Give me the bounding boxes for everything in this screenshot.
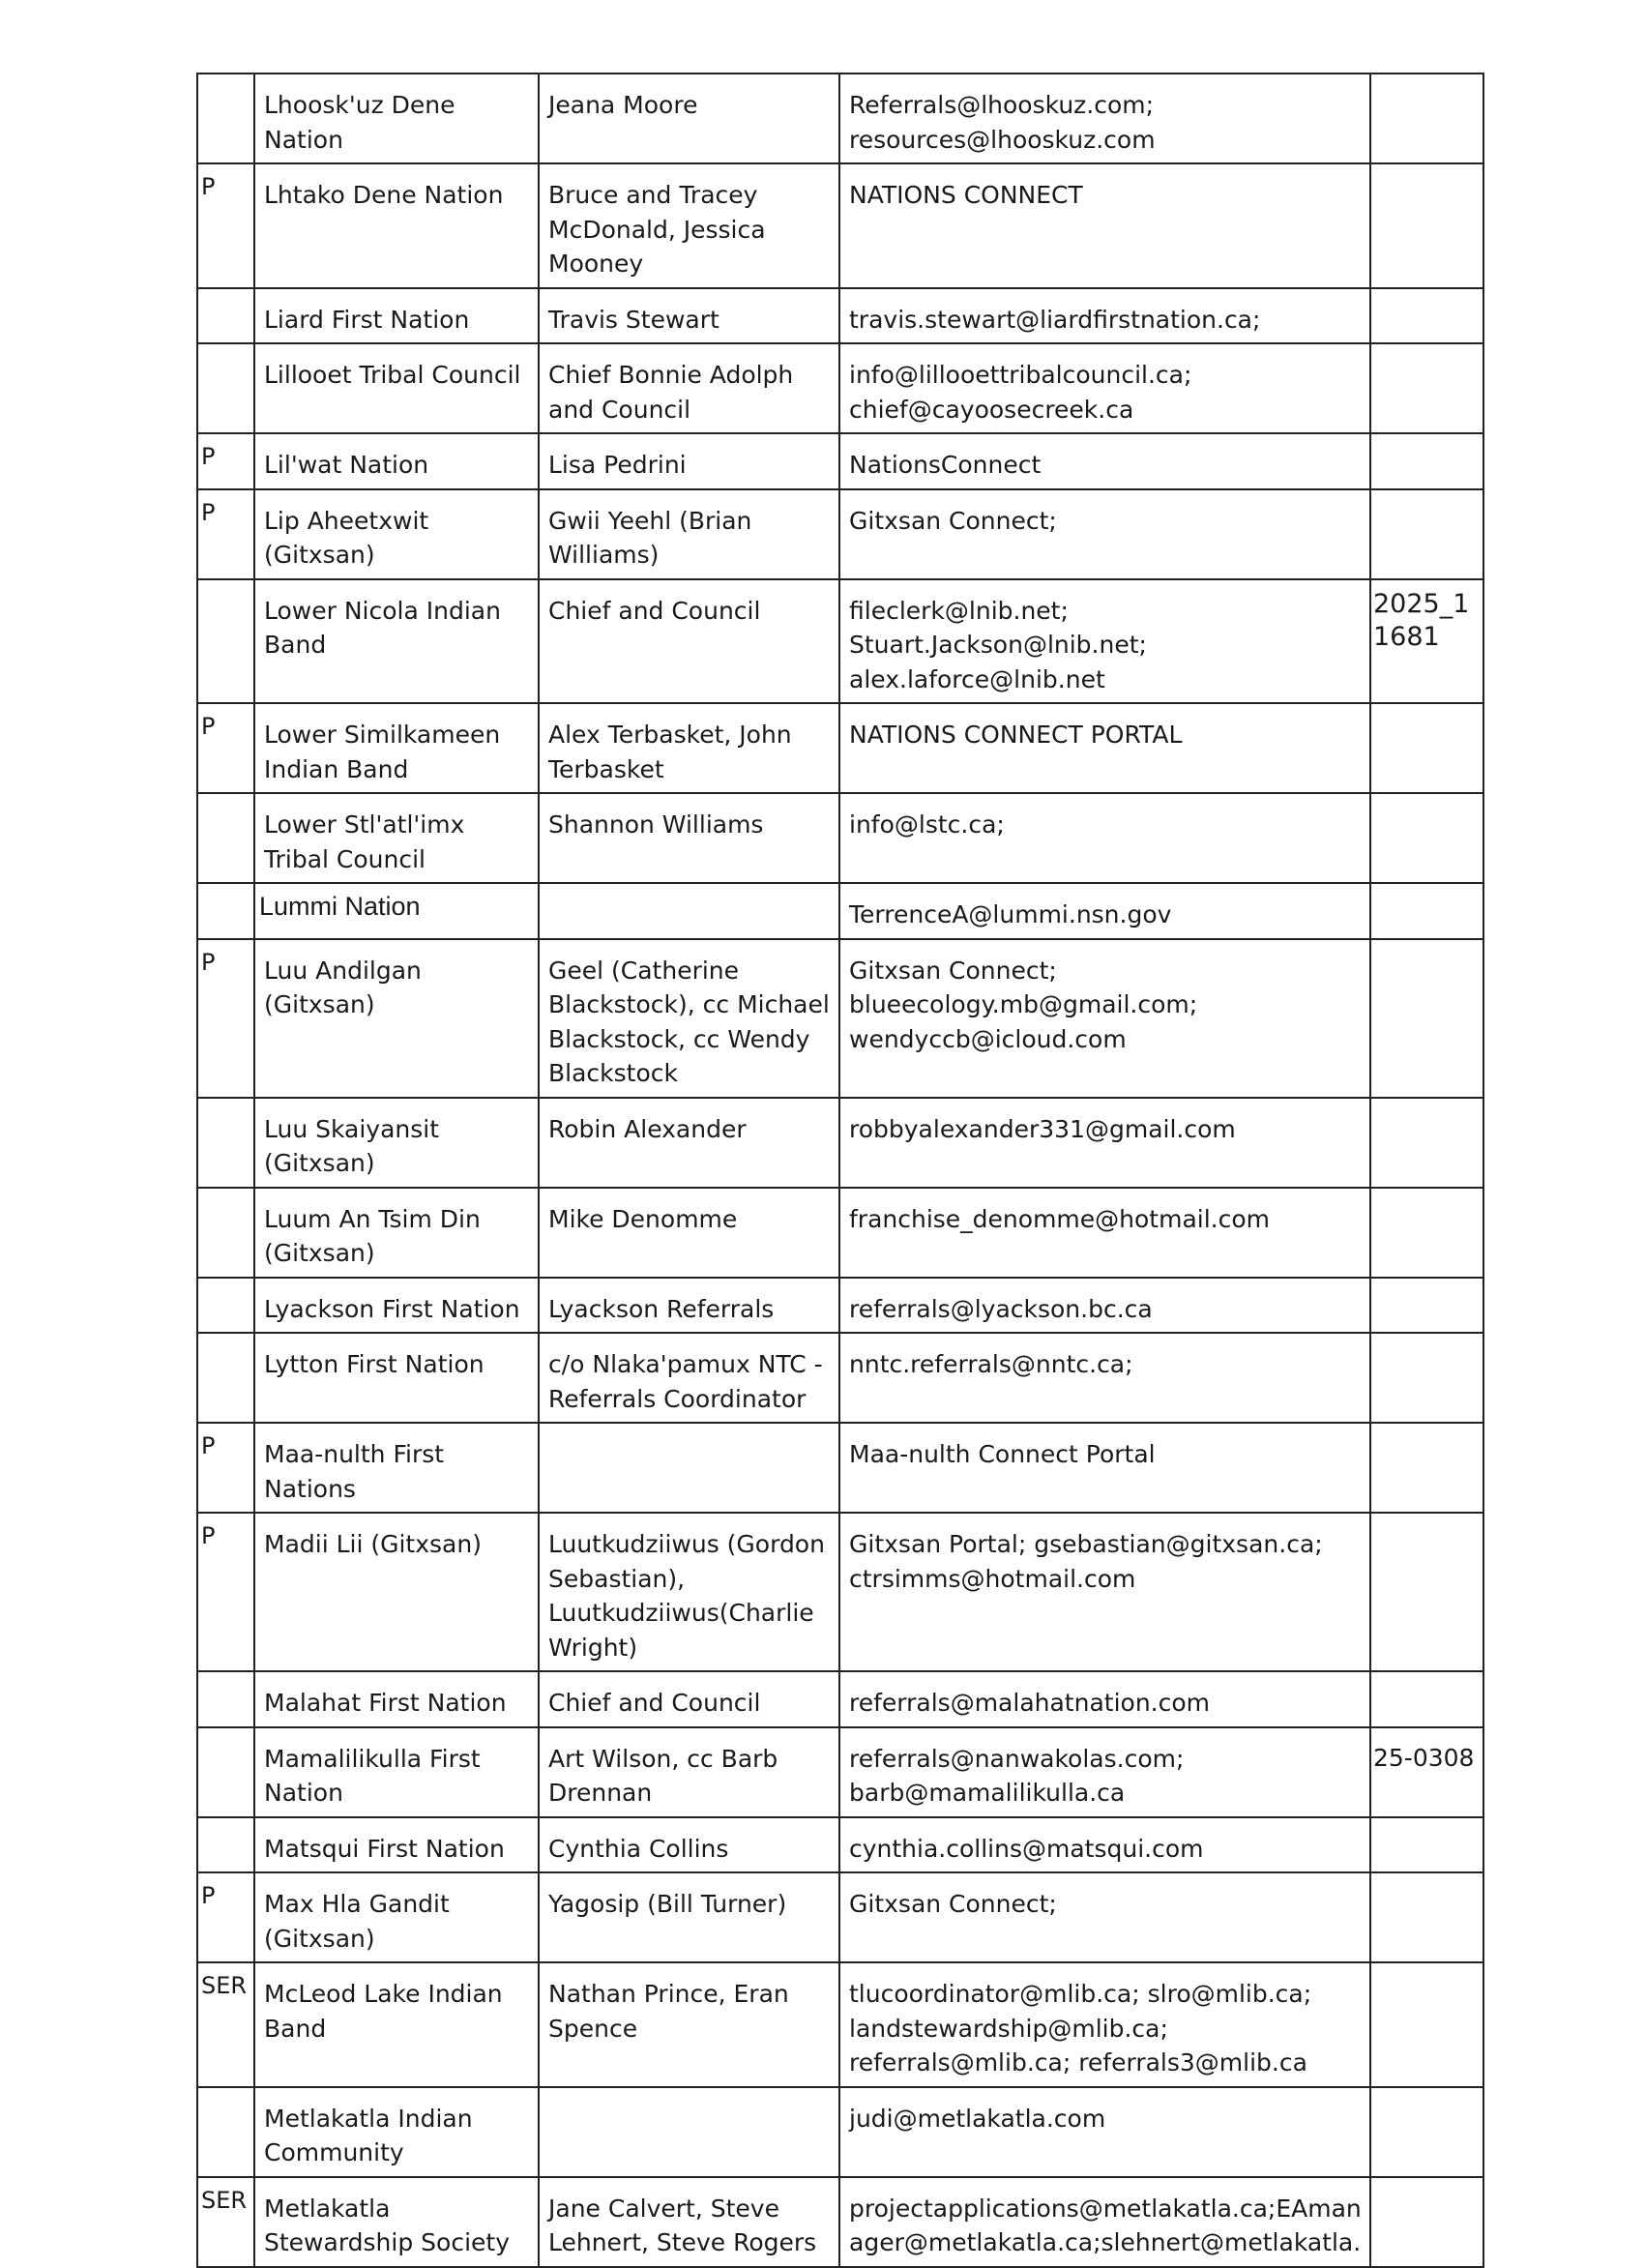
contact-cell [539,2087,839,2177]
nation-cell: Lower Nicola Indian Band [254,579,539,704]
flag-cell [197,579,254,704]
email-cell: referrals@lyackson.bc.ca [839,1278,1370,1334]
contact-cell: Luutkudziiwus (Gordon Sebastian), Luutkudziiwus(Charlie Wright) [539,1513,839,1671]
flag-cell [197,1333,254,1423]
nation-cell: Metlakatla Indian Community [254,2087,539,2177]
reference-cell [1370,1817,1483,1873]
flag-cell: P [197,433,254,489]
reference-cell [1370,793,1483,883]
nation-cell: Luu Skaiyansit (Gitxsan) [254,1098,539,1188]
flag-cell: SER [197,2177,254,2267]
email-cell: referrals@malahatnation.com [839,1671,1370,1727]
table-row [197,1278,1483,1334]
contact-cell: Jeana Moore [539,74,839,163]
table-row [197,1727,1483,1817]
flag-cell [197,1278,254,1334]
contact-cell: Nathan Prince, Eran Spence [539,1962,839,2087]
email-cell: cynthia.collins@matsqui.com [839,1817,1370,1873]
email-cell: travis.stewart@liardfirstnation.ca; [839,288,1370,344]
contact-cell [539,1423,839,1513]
contact-cell: Robin Alexander [539,1098,839,1188]
email-cell: Gitxsan Connect; blueecology.mb@gmail.com; wendyccb@icloud.com [839,939,1370,1098]
contact-cell: Yagosip (Bill Turner) [539,1872,839,1962]
table-row [197,1513,1483,1671]
reference-cell [1370,883,1483,939]
reference-cell [1370,1278,1483,1334]
flag-cell: P [197,703,254,793]
flag-cell: P [197,939,254,1098]
contact-cell: Cynthia Collins [539,1817,839,1873]
nation-cell: Lhtako Dene Nation [254,163,539,288]
table-row [197,883,1483,939]
nation-cell: Malahat First Nation [254,1671,539,1727]
flag-cell [197,2087,254,2177]
reference-cell [1370,343,1483,433]
flag-cell: P [197,1423,254,1513]
table-row [197,939,1483,1098]
nation-cell: Liard First Nation [254,288,539,344]
contact-cell: Art Wilson, cc Barb Drennan [539,1727,839,1817]
contact-cell: Chief and Council [539,1671,839,1727]
flag-cell [197,1817,254,1873]
reference-cell [1370,163,1483,288]
reference-cell [1370,2177,1483,2267]
contact-cell: Gwii Yeehl (Brian Williams) [539,489,839,579]
flag-cell: P [197,163,254,288]
nation-cell: Maa-nulth First Nations [254,1423,539,1513]
flag-cell [197,1671,254,1727]
contact-cell: Lisa Pedrini [539,433,839,489]
email-cell: fileclerk@lnib.net; Stuart.Jackson@lnib.net; alex.laforce@lnib.net [839,579,1370,704]
email-cell: Gitxsan Portal; gsebastian@gitxsan.ca; ctrsimms@hotmail.com [839,1513,1370,1671]
flag-cell [197,74,254,163]
nation-cell: McLeod Lake Indian Band [254,1962,539,2087]
nation-cell: Lyackson First Nation [254,1278,539,1334]
reference-cell [1370,1671,1483,1727]
reference-cell [1370,1188,1483,1278]
email-cell: info@lillooettribalcouncil.ca; chief@cayoosecreek.ca [839,343,1370,433]
contact-cell: Geel (Catherine Blackstock), cc Michael Blackstock, cc Wendy Blackstock [539,939,839,1098]
email-cell: projectapplications@metlakatla.ca;EAmanager@metlakatla.ca;slehnert@metlakatla. [839,2177,1370,2267]
reference-cell [1370,939,1483,1098]
nation-cell: Mamalilikulla First Nation [254,1727,539,1817]
contact-cell: Travis Stewart [539,288,839,344]
table-row [197,343,1483,433]
nation-cell: Madii Lii (Gitxsan) [254,1513,539,1671]
contact-cell: Lyackson Referrals [539,1278,839,1334]
contact-cell: Chief Bonnie Adolph and Council [539,343,839,433]
nation-cell: Max Hla Gandit (Gitxsan) [254,1872,539,1962]
nation-cell: Lip Aheetxwit (Gitxsan) [254,489,539,579]
nation-cell: Luum An Tsim Din (Gitxsan) [254,1188,539,1278]
email-cell: TerrenceA@lummi.nsn.gov [839,883,1370,939]
flag-cell: P [197,1513,254,1671]
reference-cell [1370,1098,1483,1188]
table-row [197,163,1483,288]
contact-cell: Bruce and Tracey McDonald, Jessica Mooney [539,163,839,288]
contact-cell: Mike Denomme [539,1188,839,1278]
nation-cell: Luu Andilgan (Gitxsan) [254,939,539,1098]
nation-cell: Lil'wat Nation [254,433,539,489]
contact-cell: c/o Nlaka'pamux NTC - Referrals Coordinator [539,1333,839,1423]
table-row [197,1962,1483,2087]
flag-cell: P [197,1872,254,1962]
flag-cell: SER [197,1962,254,2087]
reference-cell: 25-0308 [1370,1727,1483,1817]
contacts-table [196,73,1484,2268]
contact-cell [539,883,839,939]
email-cell: judi@metlakatla.com [839,2087,1370,2177]
reference-cell [1370,1872,1483,1962]
reference-cell [1370,1962,1483,2087]
contact-cell: Shannon Williams [539,793,839,883]
table-row [197,1872,1483,1962]
table-row [197,1333,1483,1423]
table-row [197,489,1483,579]
contact-cell: Alex Terbasket, John Terbasket [539,703,839,793]
reference-cell [1370,703,1483,793]
nation-cell: Lhoosk'uz Dene Nation [254,74,539,163]
reference-cell [1370,288,1483,344]
reference-cell [1370,2087,1483,2177]
email-cell: robbyalexander331@gmail.com [839,1098,1370,1188]
reference-cell [1370,1333,1483,1423]
email-cell: nntc.referrals@nntc.ca; [839,1333,1370,1423]
nation-cell: Lytton First Nation [254,1333,539,1423]
table-row [197,1817,1483,1873]
nation-cell: Lower Stl'atl'imx Tribal Council [254,793,539,883]
flag-cell [197,793,254,883]
flag-cell: P [197,489,254,579]
table-row [197,793,1483,883]
table-row [197,579,1483,704]
email-cell: NATIONS CONNECT PORTAL [839,703,1370,793]
table-row [197,2177,1483,2267]
table-row [197,1188,1483,1278]
contact-cell: Chief and Council [539,579,839,704]
table-row [197,1098,1483,1188]
email-cell: tlucoordinator@mlib.ca; slro@mlib.ca; landstewardship@mlib.ca; referrals@mlib.ca; referrals3@mlib.ca [839,1962,1370,2087]
nation-cell: Matsqui First Nation [254,1817,539,1873]
table-row [197,433,1483,489]
reference-cell [1370,74,1483,163]
email-cell: Maa-nulth Connect Portal [839,1423,1370,1513]
table-row [197,1671,1483,1727]
table-row [197,74,1483,163]
flag-cell [197,1098,254,1188]
flag-cell [197,1727,254,1817]
email-cell: Referrals@lhooskuz.com; resources@lhooskuz.com [839,74,1370,163]
table-row [197,2087,1483,2177]
email-cell: NATIONS CONNECT [839,163,1370,288]
email-cell: franchise_denomme@hotmail.com [839,1188,1370,1278]
email-cell: Gitxsan Connect; [839,1872,1370,1962]
flag-cell [197,343,254,433]
nation-cell: Lummi Nation [254,883,539,939]
contact-cell: Jane Calvert, Steve Lehnert, Steve Rogers [539,2177,839,2267]
nation-cell: Metlakatla Stewardship Society [254,2177,539,2267]
flag-cell [197,1188,254,1278]
email-cell: referrals@nanwakolas.com; barb@mamalilikulla.ca [839,1727,1370,1817]
nation-cell: Lower Similkameen Indian Band [254,703,539,793]
email-cell: Gitxsan Connect; [839,489,1370,579]
table-row [197,703,1483,793]
table-row [197,288,1483,344]
nation-cell: Lillooet Tribal Council [254,343,539,433]
email-cell: info@lstc.ca; [839,793,1370,883]
flag-cell [197,288,254,344]
reference-cell [1370,1423,1483,1513]
flag-cell [197,883,254,939]
reference-cell [1370,433,1483,489]
email-cell: NationsConnect [839,433,1370,489]
table-row [197,1423,1483,1513]
reference-cell [1370,489,1483,579]
reference-cell [1370,1513,1483,1671]
reference-cell: 2025_11681 [1370,579,1483,704]
